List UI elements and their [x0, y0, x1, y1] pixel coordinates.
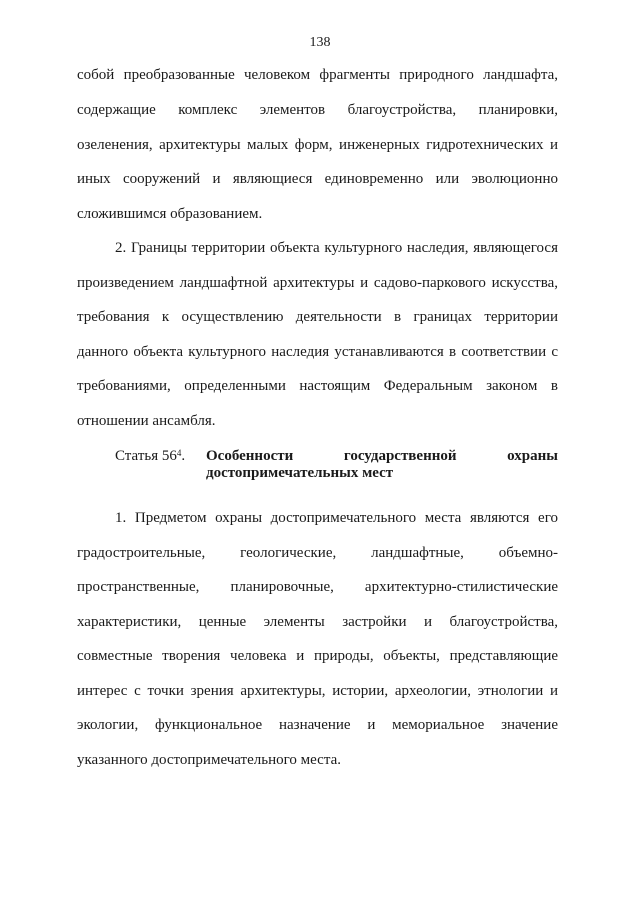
- page-number: 138: [309, 35, 331, 50]
- article-title-continued: достопримечательных мест: [206, 465, 394, 481]
- text-line: произведением ландшафтной архитектуры и садово-паркового искусства,: [77, 275, 558, 291]
- text-line: указанного достопримечательного места.: [77, 752, 341, 768]
- text-line: совместные творения человека и природы, объекты, представляющие: [77, 648, 558, 664]
- article-suffix: .: [181, 448, 186, 464]
- text-line: содержащие комплекс элементов благоустройства, планировки,: [77, 102, 558, 118]
- text-line: данного объекта культурного наследия устанавливаются в соответствии с: [77, 344, 558, 360]
- text-line: пространственные, планировочные, архитектурно-стилистические: [77, 579, 558, 595]
- text-line: сложившимся образованием.: [77, 206, 263, 222]
- text-line: экологии, функциональное назначение и мемориальное значение: [77, 717, 558, 733]
- article-title: Особенности государственной охраны: [206, 448, 558, 464]
- text-line: 1. Предметом охраны достопримечательного места являются его: [115, 510, 558, 526]
- text-line: собой преобразованные человеком фрагменты природного ландшафта,: [77, 67, 558, 83]
- text-line: иных сооружений и являющиеся единовременно или эволюционно: [77, 171, 558, 187]
- article-number: Статья 56: [115, 448, 177, 464]
- text-line: интерес с точки зрения архитектуры, истории, археологии, этнологии и: [77, 683, 558, 699]
- article-label: [115, 448, 185, 465]
- text-line: требования к осуществлению деятельности в границах территории: [77, 309, 558, 325]
- text-line: градостроительные, геологические, ландшафтные, объемно-: [77, 545, 558, 561]
- article-superscript: 4: [176, 448, 182, 458]
- text-line: 2. Границы территории объекта культурного наследия, являющегося: [115, 240, 558, 256]
- text-line: характеристики, ценные элементы застройки и благоустройства,: [77, 614, 558, 630]
- text-line: требованиями, определенными настоящим Федеральным законом в: [77, 378, 558, 394]
- text-line: отношении ансамбля.: [77, 413, 216, 429]
- text-line: озеленения, архитектуры малых форм, инженерных гидротехнических и: [77, 137, 558, 153]
